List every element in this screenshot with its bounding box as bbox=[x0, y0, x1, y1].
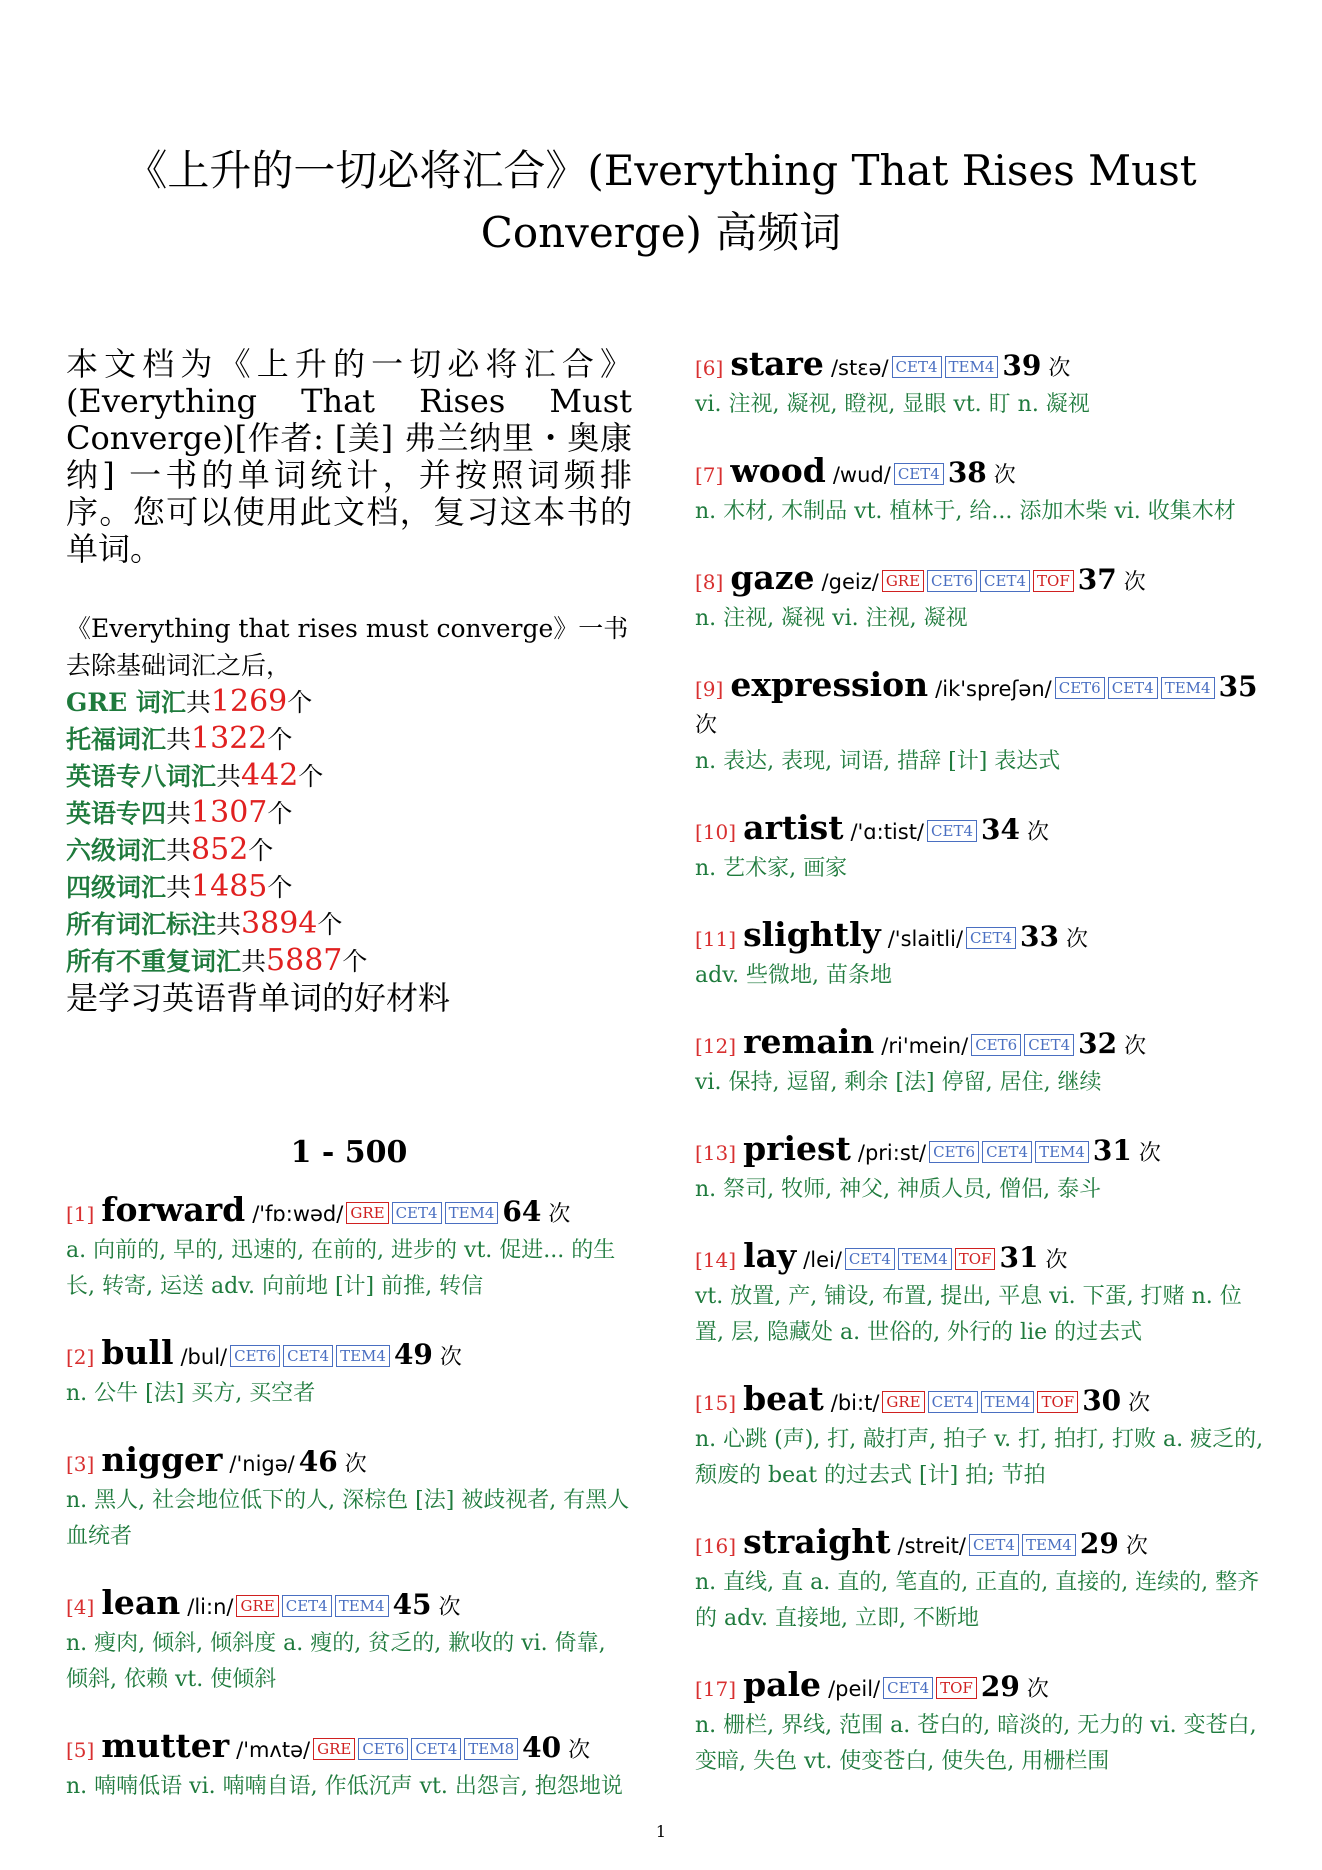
count-suffix: 次 bbox=[1045, 1248, 1068, 1273]
exam-tag: TEM4 bbox=[945, 356, 999, 378]
stat-label: 所有不重复词汇 bbox=[66, 947, 242, 976]
exam-tag: TOF bbox=[1033, 570, 1074, 592]
entry-head bbox=[695, 917, 1267, 958]
exam-tag: CET4 bbox=[894, 463, 944, 485]
stat-line bbox=[66, 832, 632, 869]
exam-tag: GRE bbox=[882, 1391, 924, 1413]
exam-tag: CET6 bbox=[927, 570, 977, 592]
stat-line bbox=[66, 943, 632, 980]
vocab-summary bbox=[66, 610, 632, 1017]
rank-number: [3] bbox=[66, 1452, 95, 1476]
exam-tag: TEM4 bbox=[1022, 1534, 1076, 1556]
rank-number: [4] bbox=[66, 1595, 95, 1619]
headword: expression bbox=[730, 665, 929, 704]
phonetic: /bul/ bbox=[180, 1345, 228, 1369]
intro-paragraph: 本文档为《上升的一切必将汇合》(Everything That Rises Must Converge)[作者: [美] 弗兰纳里・奥康纳] 一书的单词统计，并按照词频排序。您可以使用此文档，复习这本书的单词。 bbox=[66, 345, 632, 568]
exam-tag: CET4 bbox=[982, 1141, 1032, 1163]
left-column bbox=[66, 346, 632, 1835]
exam-tag: TOF bbox=[1037, 1391, 1078, 1413]
headword: nigger bbox=[101, 1440, 223, 1479]
definition: n. 黑人, 社会地位低下的人, 深棕色 [法] 被歧视者, 有黑人血统者 bbox=[66, 1488, 630, 1549]
headword: pale bbox=[743, 1665, 822, 1704]
definition: vi. 保持, 逗留, 剩余 [法] 停留, 居住, 继续 bbox=[695, 1070, 1102, 1095]
headword: slightly bbox=[743, 915, 881, 954]
word-entry bbox=[66, 1442, 632, 1555]
word-entry bbox=[695, 1238, 1267, 1351]
entry-head bbox=[66, 1192, 632, 1233]
stat-unit: 个 bbox=[342, 947, 368, 976]
frequency-count: 33 bbox=[1020, 920, 1059, 953]
right-column bbox=[695, 346, 1267, 1810]
exam-tag: GRE bbox=[346, 1202, 388, 1224]
exam-tag: TEM4 bbox=[1161, 677, 1215, 699]
exam-tag: GRE bbox=[882, 570, 924, 592]
count-suffix: 次 bbox=[1066, 927, 1089, 952]
definition: vt. 放置, 产, 铺设, 布置, 提出, 平息 vi. 下蛋, 打赌 n. 位置, 层, 隐藏处 a. 世俗的, 外行的 lie 的过去式 bbox=[695, 1284, 1242, 1345]
count-suffix: 次 bbox=[344, 1452, 367, 1477]
count-suffix: 次 bbox=[695, 713, 718, 738]
stat-count: 852 bbox=[191, 832, 249, 867]
frequency-count: 39 bbox=[1002, 349, 1042, 382]
word-entry bbox=[695, 1381, 1267, 1494]
frequency-count: 30 bbox=[1082, 1384, 1122, 1417]
definition: adv. 些微地, 苗条地 bbox=[695, 963, 892, 988]
rank-number: [6] bbox=[695, 356, 724, 380]
exam-tag: CET6 bbox=[1055, 677, 1105, 699]
entry-head bbox=[695, 1238, 1267, 1279]
count-suffix: 次 bbox=[1128, 1391, 1151, 1416]
count-suffix: 次 bbox=[1026, 820, 1049, 845]
stat-count: 1307 bbox=[191, 795, 268, 830]
definition: a. 向前的, 早的, 迅速的, 在前的, 进步的 vt. 促进... 的生长, 转寄, 运送 adv. 向前地 [计] 前推, 转信 bbox=[66, 1238, 616, 1299]
stat-unit: 个 bbox=[248, 836, 274, 865]
exam-tag: TEM4 bbox=[981, 1391, 1035, 1413]
rank-number: [5] bbox=[66, 1738, 95, 1762]
stats-list bbox=[66, 684, 632, 980]
stat-count: 1322 bbox=[191, 721, 268, 756]
headword: mutter bbox=[101, 1726, 230, 1765]
word-entry bbox=[695, 1024, 1267, 1101]
definition: n. 艺术家, 画家 bbox=[695, 856, 848, 881]
stat-line bbox=[66, 758, 632, 795]
stat-unit: 个 bbox=[287, 688, 313, 717]
stat-mid: 共 bbox=[216, 762, 242, 791]
frequency-count: 31 bbox=[999, 1241, 1039, 1274]
stat-unit: 个 bbox=[317, 910, 343, 939]
stat-count: 3894 bbox=[241, 906, 318, 941]
stat-label: 英语专八词汇 bbox=[66, 762, 217, 791]
headword: remain bbox=[743, 1022, 875, 1061]
exam-tag: CET4 bbox=[927, 820, 977, 842]
definition: n. 表达, 表现, 词语, 措辞 [计] 表达式 bbox=[695, 749, 1061, 774]
exam-tag: CET4 bbox=[392, 1202, 442, 1224]
stat-mid: 共 bbox=[166, 836, 192, 865]
stat-label: 托福词汇 bbox=[66, 725, 167, 754]
headword: straight bbox=[743, 1522, 891, 1561]
word-entry bbox=[695, 1667, 1267, 1780]
exam-tag: CET4 bbox=[883, 1677, 933, 1699]
stat-count: 1269 bbox=[210, 684, 288, 719]
stat-mid: 共 bbox=[166, 725, 192, 754]
count-suffix: 次 bbox=[439, 1345, 462, 1370]
exam-tag: TOF bbox=[955, 1248, 996, 1270]
count-suffix: 次 bbox=[1048, 356, 1071, 381]
rank-number: [14] bbox=[695, 1248, 737, 1272]
page-number: 1 bbox=[655, 1822, 667, 1841]
headword: priest bbox=[743, 1129, 851, 1168]
stat-unit: 个 bbox=[267, 873, 293, 902]
headword: gaze bbox=[730, 558, 815, 597]
frequency-count: 64 bbox=[502, 1195, 542, 1228]
phonetic: /streit/ bbox=[897, 1534, 966, 1558]
exam-tag: CET6 bbox=[971, 1034, 1021, 1056]
phonetic: /'ɑ:tist/ bbox=[850, 820, 925, 844]
phonetic: /peil/ bbox=[828, 1677, 881, 1701]
summary-intro: 《Everything that rises must converge》一书去除基础词汇之后， bbox=[66, 614, 629, 680]
stat-label: 四级词汇 bbox=[66, 873, 167, 902]
definition: n. 心跳 (声), 打, 敲打声, 拍子 v. 打, 拍打, 打败 a. 疲乏的, 颓废的 beat 的过去式 [计] 拍; 节拍 bbox=[695, 1427, 1264, 1488]
word-entry bbox=[66, 1192, 632, 1305]
entry-head bbox=[695, 1667, 1267, 1708]
headword: artist bbox=[743, 808, 844, 847]
phonetic: /wud/ bbox=[832, 463, 891, 487]
entry-head bbox=[66, 1335, 632, 1376]
headword: wood bbox=[730, 451, 826, 490]
entry-head bbox=[695, 453, 1267, 494]
stat-mid: 共 bbox=[166, 799, 192, 828]
frequency-count: 37 bbox=[1077, 563, 1117, 596]
entry-head bbox=[66, 1728, 632, 1769]
summary-outro: 是学习英语背单词的好材料 bbox=[66, 979, 451, 1017]
phonetic: /ik'spreʃən/ bbox=[935, 677, 1052, 701]
stat-label: 六级词汇 bbox=[66, 836, 167, 865]
frequency-count: 38 bbox=[947, 456, 987, 489]
phonetic: /'mʌtə/ bbox=[236, 1738, 311, 1762]
exam-tag: CET4 bbox=[980, 570, 1030, 592]
exam-tag: TEM8 bbox=[464, 1738, 518, 1760]
word-entry bbox=[695, 810, 1267, 887]
count-suffix: 次 bbox=[1123, 570, 1146, 595]
phonetic: /lei/ bbox=[803, 1248, 842, 1272]
frequency-count: 29 bbox=[1079, 1527, 1119, 1560]
count-suffix: 次 bbox=[548, 1202, 571, 1227]
frequency-count: 35 bbox=[1218, 670, 1258, 703]
frequency-count: 40 bbox=[522, 1731, 562, 1764]
definition: n. 木材, 木制品 vt. 植林于, 给... 添加木柴 vi. 收集木材 bbox=[695, 499, 1236, 524]
count-suffix: 次 bbox=[568, 1738, 591, 1763]
stat-unit: 个 bbox=[298, 762, 324, 791]
exam-tag: CET4 bbox=[1108, 677, 1158, 699]
entries-right bbox=[695, 346, 1267, 1780]
definition: n. 栅栏, 界线, 范围 a. 苍白的, 暗淡的, 无力的 vi. 变苍白, 变暗, 失色 vt. 使变苍白, 使失色, 用栅栏围 bbox=[695, 1713, 1257, 1774]
rank-number: [11] bbox=[695, 927, 737, 951]
rank-number: [12] bbox=[695, 1034, 737, 1058]
rank-number: [2] bbox=[66, 1345, 95, 1369]
stat-count: 5887 bbox=[266, 943, 343, 978]
word-entry bbox=[695, 1131, 1267, 1208]
count-suffix: 次 bbox=[993, 463, 1016, 488]
exam-tag: GRE bbox=[313, 1738, 355, 1760]
stat-unit: 个 bbox=[267, 725, 293, 754]
exam-tag: TOF bbox=[936, 1677, 977, 1699]
phonetic: /pri:st/ bbox=[857, 1141, 927, 1165]
entry-head bbox=[695, 1524, 1267, 1565]
rank-number: [7] bbox=[695, 463, 724, 487]
frequency-count: 46 bbox=[298, 1445, 338, 1478]
entries-left bbox=[66, 1192, 632, 1805]
rank-number: [15] bbox=[695, 1391, 737, 1415]
stat-label: GRE 词汇 bbox=[66, 688, 186, 717]
exam-tag: TEM4 bbox=[1035, 1141, 1089, 1163]
stat-line bbox=[66, 795, 632, 832]
count-suffix: 次 bbox=[1125, 1534, 1148, 1559]
stat-mid: 共 bbox=[166, 873, 192, 902]
stat-line bbox=[66, 684, 632, 721]
exam-tag: CET6 bbox=[358, 1738, 408, 1760]
stat-line bbox=[66, 906, 632, 943]
exam-tag: CET6 bbox=[929, 1141, 979, 1163]
stat-unit: 个 bbox=[267, 799, 293, 828]
exam-tag: CET4 bbox=[969, 1534, 1019, 1556]
count-suffix: 次 bbox=[438, 1595, 461, 1620]
exam-tag: TEM4 bbox=[445, 1202, 499, 1224]
rank-number: [16] bbox=[695, 1534, 737, 1558]
phonetic: /li:n/ bbox=[187, 1595, 234, 1619]
word-entry bbox=[695, 667, 1267, 780]
definition: n. 公牛 [法] 买方, 买空者 bbox=[66, 1381, 316, 1406]
phonetic: /geiz/ bbox=[821, 570, 879, 594]
frequency-count: 34 bbox=[981, 813, 1020, 846]
entry-head bbox=[695, 810, 1267, 851]
exam-tag: CET4 bbox=[966, 927, 1016, 949]
frequency-count: 31 bbox=[1092, 1134, 1132, 1167]
frequency-count: 49 bbox=[393, 1338, 433, 1371]
definition: n. 注视, 凝视 vi. 注视, 凝视 bbox=[695, 606, 968, 631]
phonetic: /stɛə/ bbox=[830, 356, 889, 380]
exam-tag: CET4 bbox=[411, 1738, 461, 1760]
rank-number: [17] bbox=[695, 1677, 737, 1701]
definition: n. 祭司, 牧师, 神父, 神质人员, 僧侣, 泰斗 bbox=[695, 1177, 1102, 1202]
stat-mid: 共 bbox=[216, 910, 242, 939]
exam-tag: TEM4 bbox=[898, 1248, 952, 1270]
exam-tag: CET4 bbox=[845, 1248, 895, 1270]
rank-number: [9] bbox=[695, 677, 724, 701]
frequency-count: 29 bbox=[980, 1670, 1020, 1703]
word-entry bbox=[695, 1524, 1267, 1637]
exam-tag: CET4 bbox=[283, 1345, 333, 1367]
stat-count: 1485 bbox=[191, 869, 268, 904]
exam-tag: TEM4 bbox=[336, 1345, 390, 1367]
exam-tag: CET4 bbox=[1024, 1034, 1074, 1056]
stat-label: 英语专四 bbox=[66, 799, 167, 828]
stat-label: 所有词汇标注 bbox=[66, 910, 217, 939]
rank-number: [13] bbox=[695, 1141, 737, 1165]
exam-tag: CET6 bbox=[230, 1345, 280, 1367]
rank-number: [1] bbox=[66, 1202, 95, 1226]
entry-head bbox=[66, 1442, 632, 1483]
headword: forward bbox=[101, 1190, 246, 1229]
exam-tag: CET4 bbox=[928, 1391, 978, 1413]
headword: bull bbox=[101, 1333, 174, 1372]
stat-mid: 共 bbox=[241, 947, 267, 976]
phonetic: /'fɒ:wəd/ bbox=[252, 1202, 344, 1226]
frequency-count: 45 bbox=[392, 1588, 432, 1621]
stat-line bbox=[66, 721, 632, 758]
exam-tag: TEM4 bbox=[335, 1595, 389, 1617]
stat-line bbox=[66, 869, 632, 906]
stat-mid: 共 bbox=[185, 688, 211, 717]
count-suffix: 次 bbox=[1026, 1677, 1049, 1702]
entry-head bbox=[695, 560, 1267, 601]
entry-head bbox=[695, 1024, 1267, 1065]
word-entry bbox=[66, 1335, 632, 1412]
word-entry bbox=[695, 346, 1267, 423]
exam-tag: CET4 bbox=[892, 356, 942, 378]
word-entry bbox=[66, 1728, 632, 1805]
definition: n. 瘦肉, 倾斜, 倾斜度 a. 瘦的, 贫乏的, 歉收的 vi. 倚靠, 倾斜, 依赖 vt. 使倾斜 bbox=[66, 1631, 606, 1692]
rank-number: [8] bbox=[695, 570, 724, 594]
definition: n. 喃喃低语 vi. 喃喃自语, 作低沉声 vt. 出怨言, 抱怨地说 bbox=[66, 1774, 623, 1799]
exam-tag: CET4 bbox=[282, 1595, 332, 1617]
entry-head bbox=[695, 1131, 1267, 1172]
headword: beat bbox=[743, 1379, 824, 1418]
definition: n. 直线, 直 a. 直的, 笔直的, 正直的, 直接的, 连续的, 整齐的 adv. 直接地, 立即, 不断地 bbox=[695, 1570, 1260, 1631]
definition: vi. 注视, 凝视, 瞪视, 显眼 vt. 盯 n. 凝视 bbox=[695, 392, 1090, 417]
entry-head bbox=[695, 346, 1267, 387]
exam-tag: GRE bbox=[236, 1595, 278, 1617]
phonetic: /bi:t/ bbox=[830, 1391, 880, 1415]
rank-number: [10] bbox=[695, 820, 737, 844]
headword: lean bbox=[101, 1583, 181, 1622]
entry-head bbox=[66, 1585, 632, 1626]
stat-count: 442 bbox=[241, 758, 299, 793]
word-entry bbox=[66, 1585, 632, 1698]
range-heading: 1 - 500 bbox=[290, 1135, 408, 1170]
headword: lay bbox=[743, 1236, 797, 1275]
phonetic: /'slaitli/ bbox=[887, 927, 964, 951]
entry-head bbox=[695, 1381, 1267, 1422]
count-suffix: 次 bbox=[1124, 1034, 1147, 1059]
word-entry bbox=[695, 560, 1267, 637]
word-entry bbox=[695, 453, 1267, 530]
document-title: 《上升的一切必将汇合》(Everything That Rises Must Converge) 高频词 bbox=[125, 146, 1197, 257]
word-entry bbox=[695, 917, 1267, 994]
headword: stare bbox=[730, 344, 824, 383]
entry-head bbox=[695, 667, 1267, 744]
frequency-count: 32 bbox=[1078, 1027, 1118, 1060]
phonetic: /'nigə/ bbox=[229, 1452, 295, 1476]
phonetic: /ri'mein/ bbox=[881, 1034, 969, 1058]
count-suffix: 次 bbox=[1138, 1141, 1161, 1166]
